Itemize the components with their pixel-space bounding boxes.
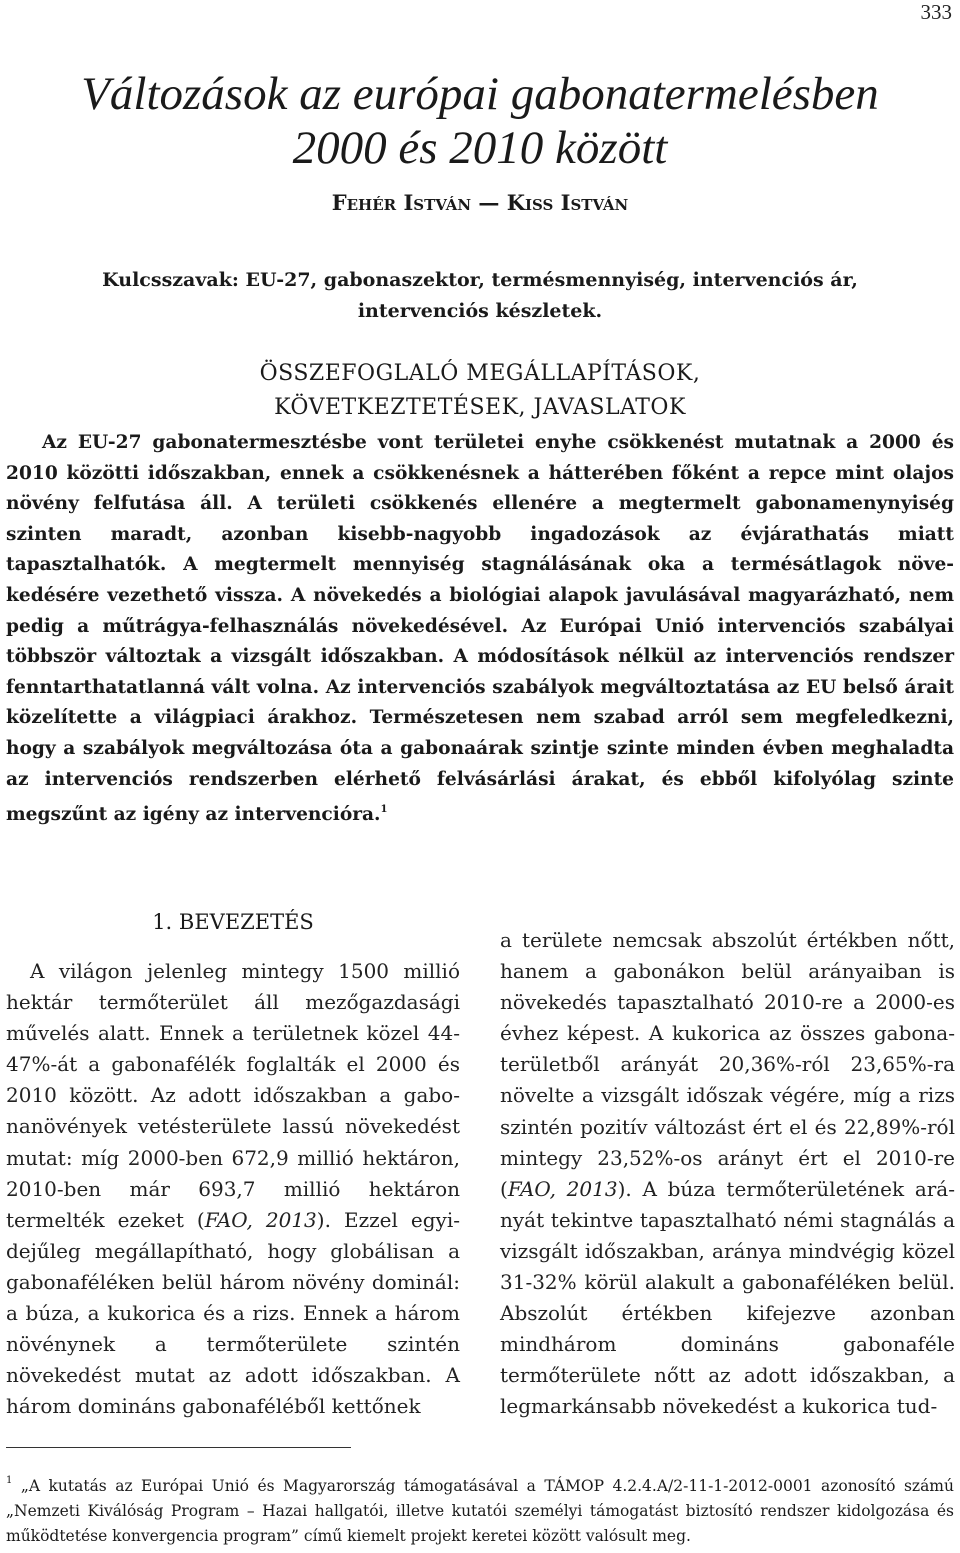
abstract-heading-line-2: KÖVETKEZTETÉSEK, JAVASLATOK — [274, 395, 686, 420]
footnote-number: 1 — [6, 1475, 13, 1486]
right-column-text-2: ). A búza termőterületének arányát tekintve tapasztalható némi stagnálás a vizsgált időszakban, aránya mindvégig közel 31-32% körül alakult a gabonaféléken belül. Abszolút értékben kifejezve azonban mindhárom domináns gabonaféle termőterülete nőtt az adott időszakban, a legmarkánsabb növekedést a kukorica tud- — [500, 1176, 955, 1419]
keywords-line-2: intervenciós készletek. — [357, 300, 603, 322]
section-heading: 1. BEVEZETÉS — [152, 910, 314, 934]
authors: Fehér István — Kiss István — [331, 190, 629, 215]
abstract-body: Az EU-27 gabonatermesztésbe vont területei enyhe csökkenést mutatnak a 2000 és 2010 közötti időszakban, ennek a csökkenésnek a hátterében főként a repce mint olajos növény felfutása áll. A területi csökkenés ellenére a megtermelt gabonamenynyiség szinten maradt, azonban kisebb-nagyobb ingadozások az évjárathatás miatt tapasztalhatók. A megtermelt mennyiség stagnálásának oka a termésátlagok növekedésére vezethető vissza. A növekedés a biológiai alapok javulásával magyarázható, nem pedig a műtrágya-felhasználás növekedésével. Az Európai Unió intervenciós szabályai többször változtak a vizsgált időszakban. A módosítások nélkül az intervenciós rendszer fenntarthatatlanná vált volna. Az intervenciós szabályok megváltoztatása az EU belső árait közelítette a világpiaci árakhoz. Természetesen nem szabad arról sem megfeledkezni, hogy a szabályok megváltozása óta a gabonaárak szintje szinte minden évben meghaladta az intervenciós rendszerben elérhető felvásárlási árakat, és ebből kifolyólag szinte megszűnt az igény az intervencióra. — [6, 432, 954, 826]
right-column — [500, 925, 955, 1423]
left-column — [6, 956, 460, 1422]
keywords-line-1: Kulcsszavak: EU-27, gabonaszektor, termésmennyiség, intervenciós ár, — [102, 269, 858, 291]
abstract-heading-line-1: ÖSSZEFOGLALÓ MEGÁLLAPÍTÁSOK, — [259, 361, 701, 386]
footnote-text: „A kutatás az Európai Unió és Magyarország támogatásával a TÁMOP 4.2.4.A/2-11-1-2012-0001 azonosító számú „Nemzeti Kiválóság Program – Hazai hallgatói, illetve kutatói személyi támogatást biztosító rendszer kidolgozása és működtetése konvergencia program” című kiemelt projekt keretei között valósult meg. — [6, 1477, 954, 1545]
footnote-divider — [6, 1447, 351, 1448]
footnote — [6, 1468, 954, 1549]
page-number: 333 — [920, 0, 952, 24]
footnote-reference: 1 — [380, 804, 388, 816]
paper-title-line-1: Változások az európai gabonatermelésben — [81, 68, 879, 120]
right-column-text-1: a területe nemcsak abszolút értékben nőtt, hanem a gabonákon belül arányaiban is növekedés tapasztalható 2010-re a 2000-es évhez képest. A kukorica az összes gabonaterületből arányát 20,36%-ról 23,65%-ra növelte a vizsgált időszak végére, míg a rizs szintén pozitív változást ért el és 22,89%-ról mintegy 23,52%-os arányt ért el 2010-re ( — [500, 928, 955, 1201]
right-column-citation: FAO, 2013 — [507, 1176, 618, 1201]
paper-title-line-2: 2000 és 2010 között — [292, 122, 668, 174]
left-column-text-2: ). Ezzel egyidejűleg megállapítható, hogy globálisan a gabonaféléken belül három növény dominál: a búza, a kukorica és a rizs. Ennek a három növénynek a termőterülete szintén növekedést mutat az adott időszakban. A három domináns gabonaféléből kettőnek — [6, 1207, 460, 1419]
left-column-citation: FAO, 2013 — [204, 1207, 317, 1232]
abstract-text — [6, 428, 954, 831]
abstract-heading — [0, 357, 960, 425]
keywords — [40, 265, 920, 327]
left-column-text-1: A világon jelenleg mintegy 1500 millió hektár termőterület áll mezőgazdasági művelés alatt. Ennek a területnek közel 44-47%-át a gabonafélék foglalták el 2000 és 2010 között. Az adott időszakban a gabonanövények vetésterülete lassú növekedést mutat: míg 2000-ben 672,9 millió hektáron, 2010-ben már 693,7 millió hektáron termelték ezeket ( — [6, 959, 460, 1232]
